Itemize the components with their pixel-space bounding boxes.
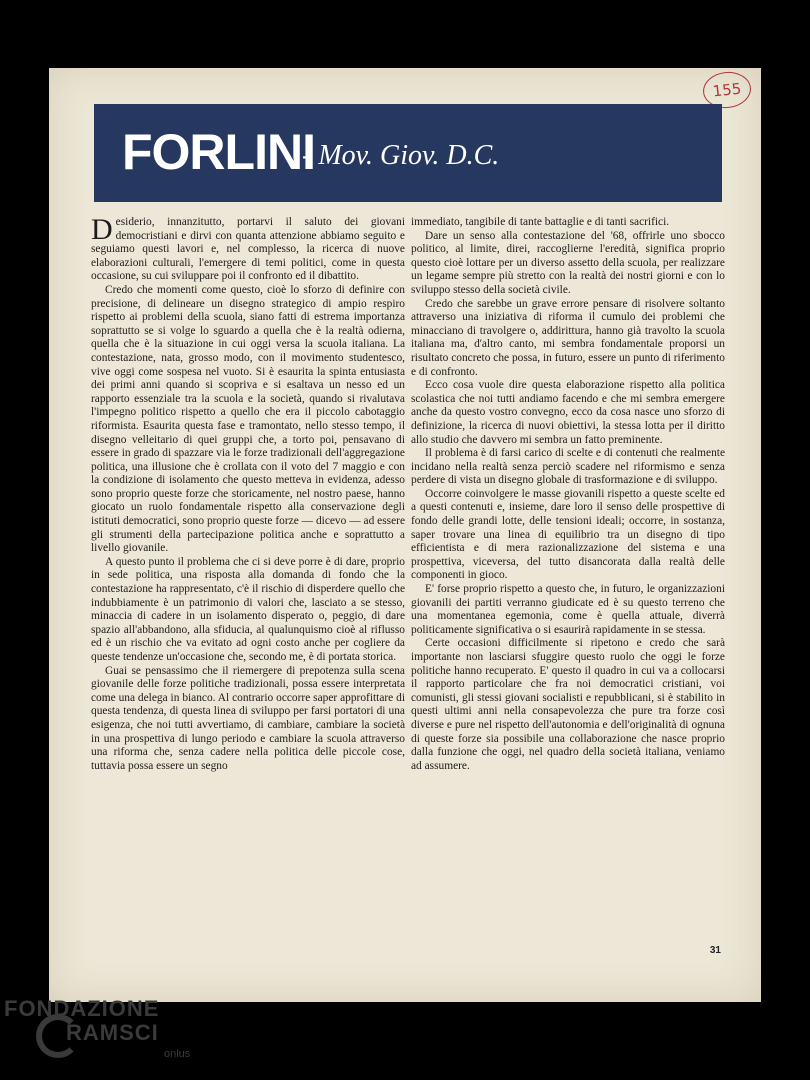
paragraph: immediato, tangibile di tante battaglie e di tanti sacrifici. — [411, 216, 670, 228]
paragraph: Certe occasioni difficilmente si ripetono e credo che sarà importante non lasciarsi sfuggire questo ruolo che oggi le forze politiche hanno recuperato. E' questo il quadro in cui va a collocarsi il rapporto particolare che fra noi democratici cristiani, voi comunisti, gli stessi giovani socialisti e repubblicani, si è stabilito in questi ultimi anni nella consapevolezza che pure tra forze così diverse e pure nel rispetto dell'autonomia e dell'originalità di ognuna di queste forze sia possibile una collaborazione che nasce proprio dalla funzione che oggi, nel quadro della società italiana, veniamo ad assumere. — [411, 637, 725, 772]
logo-text-line3: onlus — [164, 1048, 191, 1060]
logo-text-line1: FONDAZIONE — [4, 996, 160, 1021]
paragraph: Occorre coinvolgere le masse giovanili rispetto a queste scelte ed a questi contenuti e, insieme, dare loro il senso delle prospettive di fondo delle grandi lotte, delle tensioni ideali; occorre, in sostanza, saper trovare una linea di equilibrio tra un disegno di tipo efficientista e di mera razionalizzazione del sistema e una prospettiva, viceversa, del tutto disancorata dalla realtà delle componenti in gioco. — [411, 487, 725, 582]
paragraph: Credo che momenti come questo, cioè lo sforzo di definire con precisione, di delineare un disegno strategico di ampio respiro rispetto ai problemi della scuola, siano fatti di estrema importanza soprattutto se si volge lo sguardo a quella che è la realtà odierna, quella che è la situazione in cui oggi versa la scuola italiana. La contestazione, nata, grosso modo, con il movimento studentesco, vive oggi come sospesa nel vuoto. Si è esaurita la spinta entusiasta dei primi anni quando si scopriva e si esaltava un nesso ed un rapporto essenziale tra la scuola e la società, quando si rivalutava l'impegno politico rispetto a quello che era il piccolo cabotaggio riformista. Esaurita questa fase e tramontato, nello stesso tempo, il disegno velleitario di quei gruppi che, a torto poi, pensavano di essere in grado di spazzare via le forze tradizionali dell'aggregazione politica, una illusione che è crollata con il voto del 7 maggio e con la condizione di isolamento che questo metteva in evidenza, adesso sono proprio queste forze che storicamente, nel nostro paese, hanno giocato un ruolo fondamentale rispetto alla conservazione degli istituti democratici, sono proprio queste forze — dicevo — ad essere gli strumenti della partecipazione politica anche e soprattutto a livello giovanile. — [91, 283, 405, 555]
speaker-name: FORLINI — [122, 124, 315, 180]
paragraph: Guai se pensassimo che il riemergere di prepotenza sulla scena giovanile delle forze politiche tradizionali, possa essere interpretata come una delega in bianco. Al contrario occorre saper approfittare di questa tendenza, di questa linea di sviluppo per farsi portatori di una esigenza, che noi tutti avvertiamo, di cambiare, cambiare la società in una prospettiva di lungo periodo e cambiare la scuola attraverso una riforma che, senza cadere nella politica delle piccole cose, tuttavia possa essere un segno — [91, 664, 405, 772]
text-column-right — [411, 216, 725, 773]
paragraph: Credo che sarebbe un grave errore pensare di risolvere soltanto attraverso una iniziativa di riforma il cumulo dei problemi che minacciano di travolgere o, addirittura, hanno già travolto la scuola italiana ma, d'altro canto, mi sembra fondamentale proporsi un risultato concreto che possa, in futuro, essere un punto di riferimento e di confronto. — [411, 297, 725, 378]
paragraph: Ecco cosa vuole dire questa elaborazione rispetto alla politica scolastica che noi tutti andiamo facendo e che mi sembra emergere anche da questo vostro convegno, ecco da cosa nasce uno sforzo di definizione, la ricerca di nuovi obiettivi, la stessa lotta per il diritto allo studio che davvero mi sembra un fatto preminente. — [411, 379, 725, 446]
text-column-left — [91, 213, 405, 773]
page-number: 31 — [709, 945, 721, 956]
paragraph: Il problema è di farsi carico di scelte e di contenuti che realmente incidano nella realtà senza perciò scadere nel riformismo e senza perdere di vista un disegno globale di trasformazione e di sviluppo. — [411, 447, 725, 487]
paragraph: Dare un senso alla contestazione del '68, offrirle uno sbocco politico, al limite, direi, raccoglierne l'eredità, significa proprio questo cioè lottare per un diverso assetto della scuola, per realizzare un legame sempre più stretto con la realtà dei nostri giorni e con lo sviluppo stesso della società civile. — [411, 229, 725, 296]
paragraph: A questo punto il problema che ci si deve porre è di dare, proprio in sede politica, una risposta alla domanda di fondo che la contestazione ha rappresentato, c'è il rischio di disperdere quello che indubbiamente è un patrimonio di valori che, lasciato a se stesso, minaccia di cadere in un isolamento disperato o, peggio, di dare spazio all'abbandono, alla sfiducia, al qualunquismo cioè al riflusso ed è un rischio che va evitato ad ogni costo anche per cogliere da queste tendenze un'occasione che, secondo me, è di portata storica. — [91, 555, 405, 663]
paragraph: E' forse proprio rispetto a questo che, in futuro, le organizzazioni giovanili dei partiti verranno giudicate ed è su questo terreno che una momentanea egemonia, come è quella attuale, diverrà politicamente significativa o si esaurirà rapidamente in se stessa. — [411, 583, 725, 636]
title-banner — [94, 104, 722, 202]
drop-cap: D — [91, 213, 113, 246]
speaker-affiliation: - Mov. Giov. D.C. — [302, 140, 500, 171]
logo-text-line2: RAMSCI — [66, 1020, 159, 1045]
magazine-page — [49, 68, 761, 1002]
paragraph: Desiderio, innanzitutto, portarvi il saluto dei giovani democristiani e dirvi con quanta attenzione abbiamo seguito e seguiamo questi lavori e, nel complesso, la ricerca di nuove elaborazioni culturali, l'emergere di temi politici, come in questa occasione, su cui sviluppare poi il confronto ed il dibattito. — [91, 213, 405, 283]
archive-stamp: 155 — [701, 70, 753, 111]
fondazione-gramsci-logo — [4, 996, 204, 1066]
